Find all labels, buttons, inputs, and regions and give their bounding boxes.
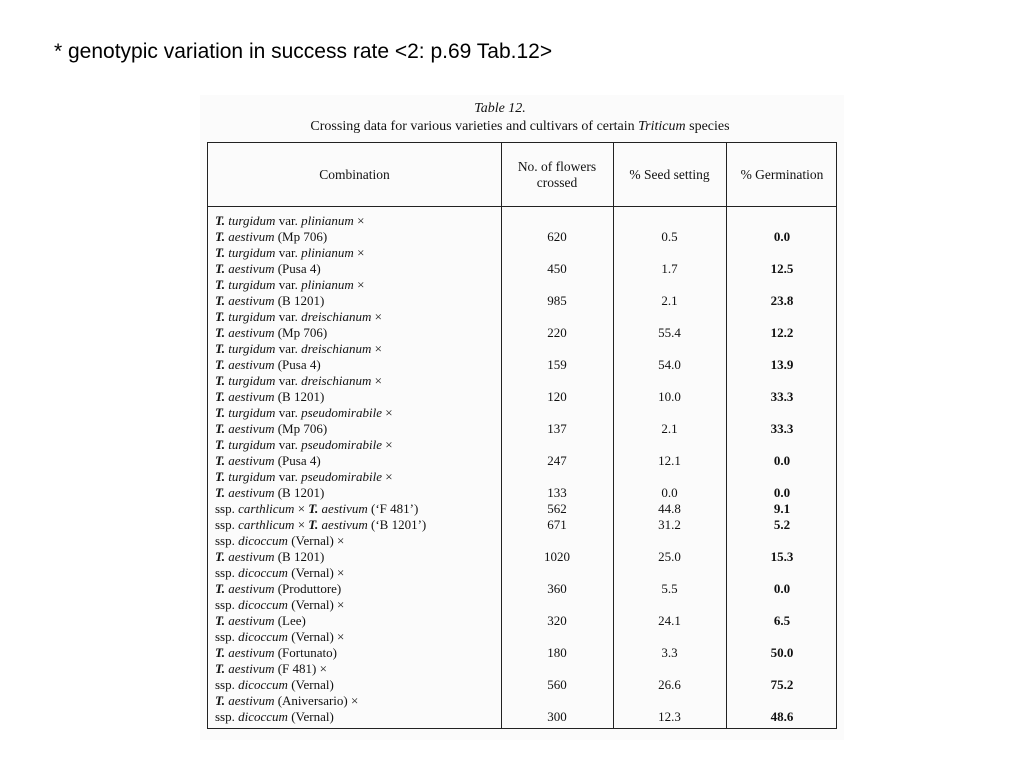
combination-line2: T. aestivum (Produttore)	[215, 581, 342, 596]
combination-cell	[215, 501, 501, 517]
combination-line1: T. turgidum var. plinianum ×	[215, 213, 365, 228]
combination-cell	[215, 517, 501, 533]
table-row	[208, 245, 836, 277]
combination-line2: T. aestivum (B 1201)	[215, 549, 325, 564]
germination-cell: 33.3	[770, 421, 794, 436]
combination-line2: T. aestivum (B 1201)	[215, 293, 325, 308]
germination-cell: 13.9	[770, 357, 794, 372]
seed-setting-cell: 25.0	[658, 549, 681, 564]
combination-cell	[215, 565, 501, 597]
table-row	[208, 373, 836, 405]
combination-line1: T. turgidum var. plinianum ×	[215, 245, 365, 260]
flowers-crossed-cell: 1020	[544, 549, 570, 564]
table-row	[208, 597, 836, 629]
table-caption	[200, 119, 840, 135]
table-row	[208, 213, 836, 245]
combination-line2: T. aestivum (Fortunato)	[215, 645, 337, 660]
table-title: Table 12.	[474, 101, 526, 116]
flowers-crossed-cell: 360	[547, 581, 567, 596]
combination-line1: ssp. carthlicum × T. aestivum (‘F 481’)	[215, 501, 419, 516]
combination-line2: ssp. dicoccum (Vernal)	[215, 709, 334, 724]
combination-cell	[215, 341, 501, 373]
combination-cell	[215, 533, 501, 565]
caption-genus: Triticum	[638, 119, 686, 134]
table-row	[208, 693, 836, 725]
combination-cell	[215, 245, 501, 277]
combination-line1: T. turgidum var. pseudomirabile ×	[215, 405, 393, 420]
combination-line2: T. aestivum (Pusa 4)	[215, 357, 321, 372]
flowers-crossed-cell: 159	[547, 357, 567, 372]
crossing-data-table	[207, 142, 837, 729]
flowers-crossed-cell: 133	[547, 485, 567, 500]
seed-setting-cell: 55.4	[658, 325, 681, 340]
combination-line1: T. turgidum var. dreischianum ×	[215, 373, 382, 388]
combination-line2: T. aestivum (Mp 706)	[215, 421, 328, 436]
flowers-crossed-cell: 247	[547, 453, 567, 468]
header-germination: % Germination	[740, 166, 824, 182]
combination-line2: T. aestivum (B 1201)	[215, 389, 325, 404]
combination-cell	[215, 661, 501, 693]
combination-cell	[215, 629, 501, 661]
table-row	[208, 341, 836, 373]
header-flowers-crossed	[501, 143, 613, 206]
scanned-table-image	[200, 95, 844, 740]
combination-line2: T. aestivum (Pusa 4)	[215, 453, 321, 468]
combination-line1: T. aestivum (F 481) ×	[215, 661, 327, 676]
caption-suffix: species	[685, 119, 730, 134]
germination-cell: 50.0	[770, 645, 794, 660]
seed-setting-cell: 12.3	[658, 709, 681, 724]
flowers-crossed-cell: 220	[547, 325, 567, 340]
flowers-crossed-cell: 320	[547, 613, 567, 628]
seed-setting-cell: 0.0	[661, 485, 678, 500]
combination-cell	[215, 373, 501, 405]
table-row	[208, 629, 836, 661]
seed-setting-cell: 1.7	[661, 261, 678, 276]
seed-setting-cell: 5.5	[661, 581, 678, 596]
flowers-crossed-cell: 180	[547, 645, 567, 660]
combination-cell	[215, 405, 501, 437]
germination-cell: 5.2	[773, 517, 791, 532]
combination-cell	[215, 469, 501, 501]
flowers-crossed-cell: 120	[547, 389, 567, 404]
table-row	[208, 309, 836, 341]
combination-line2: T. aestivum (B 1201)	[215, 485, 325, 500]
germination-cell: 23.8	[770, 293, 794, 308]
header-seed-setting: % Seed setting	[629, 166, 710, 182]
combination-line1: T. aestivum (Aniversario) ×	[215, 693, 359, 708]
combination-line2: T. aestivum (Mp 706)	[215, 325, 328, 340]
seed-setting-cell: 12.1	[658, 453, 681, 468]
flowers-crossed-cell: 450	[547, 261, 567, 276]
combination-line1: T. turgidum var. dreischianum ×	[215, 341, 382, 356]
combination-line1: ssp. dicoccum (Vernal) ×	[215, 629, 345, 644]
combination-line2: T. aestivum (Pusa 4)	[215, 261, 321, 276]
seed-setting-cell: 24.1	[658, 613, 681, 628]
combination-line2: T. aestivum (Mp 706)	[215, 229, 328, 244]
caption-text: Crossing data for various varieties and cultivars of certain	[310, 119, 639, 134]
combination-cell	[215, 277, 501, 309]
combination-line1: ssp. carthlicum × T. aestivum (‘B 1201’)	[215, 517, 427, 532]
seed-setting-cell: 2.1	[661, 293, 678, 308]
germination-cell: 6.5	[773, 613, 791, 628]
seed-setting-cell: 2.1	[661, 421, 678, 436]
table-row	[208, 469, 836, 501]
seed-setting-cell: 10.0	[658, 389, 681, 404]
germination-cell: 0.0	[773, 485, 791, 500]
germination-cell: 48.6	[770, 709, 794, 724]
seed-setting-cell: 3.3	[661, 645, 678, 660]
germination-cell: 0.0	[773, 229, 791, 244]
table-row	[208, 437, 836, 469]
combination-line1: ssp. dicoccum (Vernal) ×	[215, 533, 345, 548]
seed-setting-cell: 31.2	[658, 517, 681, 532]
slide-title: * genotypic variation in success rate <2: p.69 Tab.12>	[54, 40, 553, 63]
table-row	[208, 277, 836, 309]
combination-line1: T. turgidum var. pseudomirabile ×	[215, 437, 393, 452]
flowers-crossed-cell: 671	[547, 517, 567, 532]
table-row	[208, 517, 836, 533]
header-flowers-line1: No. of flowers	[517, 158, 597, 174]
seed-setting-cell: 54.0	[658, 357, 681, 372]
germination-cell: 15.3	[770, 549, 794, 564]
combination-cell	[215, 309, 501, 341]
combination-line2: T. aestivum (Lee)	[215, 613, 306, 628]
table-row	[208, 501, 836, 517]
header-divider	[208, 206, 836, 207]
combination-line1: T. turgidum var. dreischianum ×	[215, 309, 382, 324]
combination-cell	[215, 213, 501, 245]
flowers-crossed-cell: 562	[547, 501, 567, 516]
flowers-crossed-cell: 300	[547, 709, 567, 724]
seed-setting-cell: 26.6	[658, 677, 681, 692]
flowers-crossed-cell: 137	[547, 421, 567, 436]
germination-cell: 12.2	[770, 325, 794, 340]
germination-cell: 0.0	[773, 581, 791, 596]
germination-cell: 9.1	[773, 501, 791, 516]
table-row	[208, 405, 836, 437]
flowers-crossed-cell: 985	[547, 293, 567, 308]
table-body	[208, 213, 836, 725]
combination-cell	[215, 437, 501, 469]
germination-cell: 0.0	[773, 453, 791, 468]
combination-cell	[215, 597, 501, 629]
table-row	[208, 661, 836, 693]
combination-line1: ssp. dicoccum (Vernal) ×	[215, 565, 345, 580]
combination-line1: T. turgidum var. plinianum ×	[215, 277, 365, 292]
table-row	[208, 533, 836, 565]
flowers-crossed-cell: 620	[547, 229, 567, 244]
flowers-crossed-cell: 560	[547, 677, 567, 692]
germination-cell: 12.5	[770, 261, 794, 276]
header-combination: Combination	[319, 166, 390, 182]
seed-setting-cell: 0.5	[661, 229, 678, 244]
combination-line1: ssp. dicoccum (Vernal) ×	[215, 597, 345, 612]
germination-cell: 33.3	[770, 389, 794, 404]
header-flowers-line2: crossed	[536, 174, 578, 190]
combination-line1: T. turgidum var. pseudomirabile ×	[215, 469, 393, 484]
table-row	[208, 565, 836, 597]
germination-cell: 75.2	[770, 677, 794, 692]
combination-cell	[215, 693, 501, 725]
combination-line2: ssp. dicoccum (Vernal)	[215, 677, 334, 692]
seed-setting-cell: 44.8	[658, 501, 681, 516]
